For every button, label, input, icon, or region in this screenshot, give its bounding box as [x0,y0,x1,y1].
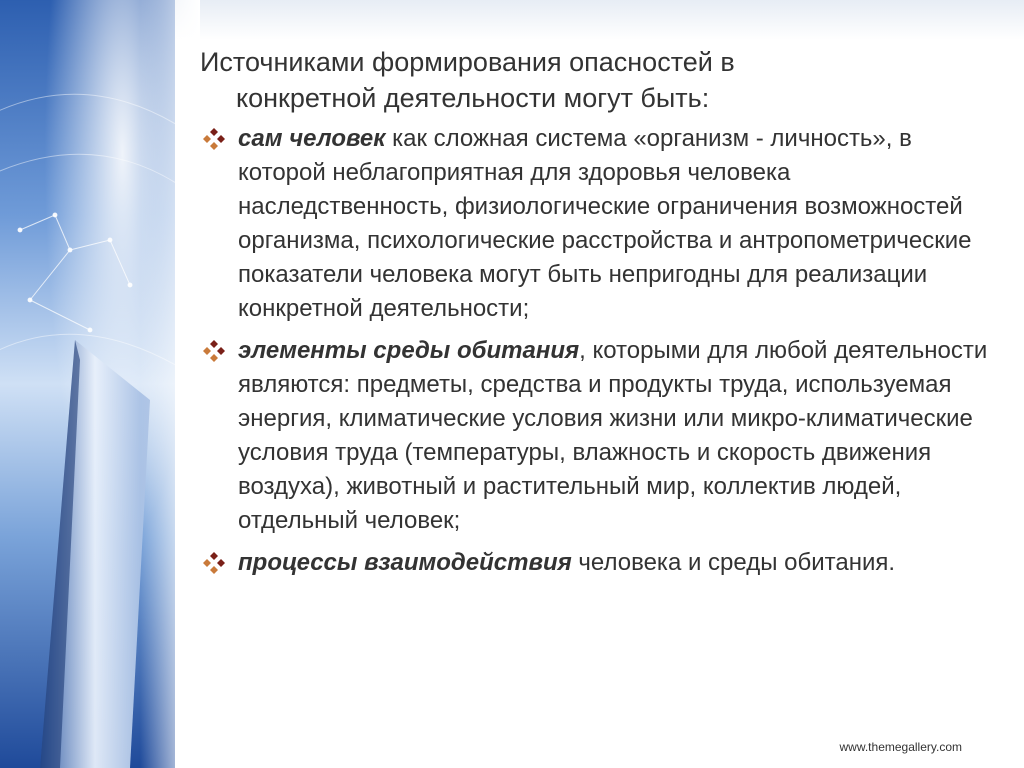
four-diamond-bullet-icon [202,127,226,151]
bullet-item-interaction [200,546,990,580]
bullet-emphasis: элементы среды обитания [238,337,580,364]
four-diamond-bullet-icon [202,339,226,363]
side-panel-fade [140,0,200,768]
bullet-text: как сложная система «организм - личность», в которой неблагоприятная для здоровья человека наследственность, физиологические ограничения возможностей организма, психологические расстройства и антропометрические показатели человека могут быть непригодны для реализации конкретной деятельности; [238,125,972,322]
bullet-text: человека и среды обитания. [571,549,896,576]
footer-url: www.themegallery.com [839,740,962,754]
intro-paragraph [200,44,990,116]
bullet-emphasis: процессы взаимодействия [238,549,572,576]
intro-line-1: Источниками формирования опасностей в [200,47,735,77]
bullet-emphasis: сам человек [238,125,386,152]
bullet-item-human [200,122,990,326]
bullet-item-environment [200,334,990,538]
slide-content [200,44,990,588]
intro-line-2: конкретной деятельности могут быть: [236,83,710,113]
bullet-text: , которыми для любой деятельности являются: предметы, средства и продукты труда, используемая энергия, климатические условия жизни или микро-климатические условия труда (температуры, влажность и скорость движения воздуха), животный и растительный мир, коллектив людей, отдельный человек; [238,337,988,534]
four-diamond-bullet-icon [202,551,226,575]
